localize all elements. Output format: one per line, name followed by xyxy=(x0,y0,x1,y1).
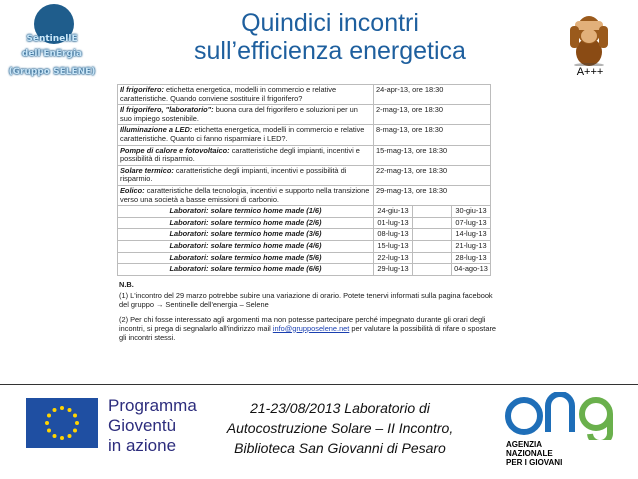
schedule-topic-text: caratteristiche della tecnologia, incentivi e supporto nella transizione verso una società a basse emissioni di carbonio. xyxy=(120,185,370,204)
eu-star-icon xyxy=(53,434,57,438)
lab-row xyxy=(118,229,491,241)
schedule-topic-cell xyxy=(118,85,374,105)
eu-star-icon xyxy=(60,406,64,410)
ang-logo-icon xyxy=(498,392,616,440)
note-2-text-b: per valutare la possibilità di rifare o spostare gli incontri stessi. xyxy=(119,323,497,342)
page-title-line1: Quindici incontri xyxy=(241,9,419,37)
notes-title: N.B. xyxy=(119,279,134,289)
monkey-covering-eyes-icon xyxy=(566,8,612,66)
logo-line3: (Gruppo SELENE) xyxy=(8,67,96,77)
event-info-line1: 21-23/08/2013 Laboratorio di xyxy=(250,400,430,416)
eu-star-icon xyxy=(75,421,79,425)
lab-label-cell: Laboratori: solare termico home made (3/6) xyxy=(118,229,374,241)
program-line2: Gioventù xyxy=(108,416,177,435)
ang-name xyxy=(498,440,616,467)
schedule-date-cell: 24-apr-13, ore 18:30 xyxy=(374,85,491,105)
schedule-topic-title: Il frigorifero, "laboratorio": xyxy=(120,105,214,115)
schedule-row xyxy=(118,185,491,205)
lab-start-date: 22-lug-13 xyxy=(374,252,413,264)
lab-mid-date xyxy=(413,240,452,252)
ang-line1: AGENZIA xyxy=(506,440,542,449)
schedule-topic-title: Il frigorifero: xyxy=(120,85,164,94)
schedule-topic-cell xyxy=(118,185,374,205)
schedule-topic-title: Eolico: xyxy=(120,185,145,195)
schedule-topic-text: etichetta energetica, modelli in commercio e relative caratteristiche. Quanto ci fanno risparmiare i LED?. xyxy=(120,125,365,143)
schedule-date-cell: 15-mag-13, ore 18:30 xyxy=(374,145,491,165)
lab-row xyxy=(118,252,491,264)
page-title-line2: sull’efficienza energetica xyxy=(194,37,466,65)
eu-star-icon xyxy=(68,408,72,412)
schedule-topic-cell xyxy=(118,165,374,185)
contact-email-link[interactable]: info@grupposelene.net xyxy=(272,323,350,333)
event-info-line2: Autocostruzione Solare – II Incontro, xyxy=(226,420,454,436)
lab-row xyxy=(118,240,491,252)
lab-mid-date xyxy=(413,264,452,276)
lab-end-date: 14-lug-13 xyxy=(452,229,491,241)
schedule-topic-cell xyxy=(118,145,374,165)
lab-mid-date xyxy=(413,217,452,229)
logo-line1: SentinellE xyxy=(26,34,78,44)
lab-mid-date xyxy=(413,206,452,218)
schedule-row xyxy=(118,105,491,125)
schedule-row xyxy=(118,85,491,105)
program-line3: in azione xyxy=(108,436,177,455)
program-line1: Programma xyxy=(108,396,197,415)
schedule-topic-title: Solare termico: xyxy=(120,165,174,175)
schedule-topic-text: buona cura del frigorifero e soluzioni per un suo impiego sostenibile. xyxy=(120,105,358,123)
lab-end-date: 30-giu-13 xyxy=(452,206,491,218)
schedule-date-cell: 2-mag-13, ore 18:30 xyxy=(374,105,491,125)
schedule-topic-text: caratteristiche degli impianti, incentivi e possibilità di risparmio. xyxy=(120,145,360,164)
note-1: (1) L'incontro del 29 marzo potrebbe subire una variazione di orario. Potete tenervi informati sulla pagina facebook del gruppo → Sentinelle dell'energia – Selene xyxy=(119,290,493,309)
lab-mid-date xyxy=(413,229,452,241)
schedule-row xyxy=(118,165,491,185)
eu-star-icon xyxy=(68,434,72,438)
eu-star-icon xyxy=(60,436,64,440)
lab-start-date: 24-giu-13 xyxy=(374,206,413,218)
notes-block xyxy=(117,280,497,342)
lab-label-cell: Laboratori: solare termico home made (5/6) xyxy=(118,252,374,264)
schedule-topic-cell xyxy=(118,105,374,125)
lab-end-date: 28-lug-13 xyxy=(452,252,491,264)
lab-label-cell: Laboratori: solare termico home made (1/6) xyxy=(118,206,374,218)
schedule-topic-text: caratteristiche degli impianti, incentivi e possibilità di risparmio. xyxy=(120,165,347,184)
lab-label-cell: Laboratori: solare termico home made (4/6) xyxy=(118,240,374,252)
lab-label-cell: Laboratori: solare termico home made (6/6) xyxy=(118,264,374,276)
lab-mid-date xyxy=(413,252,452,264)
lab-end-date: 04-ago-13 xyxy=(452,264,491,276)
lab-row xyxy=(118,206,491,218)
eu-star-icon xyxy=(53,408,57,412)
lab-start-date: 08-lug-13 xyxy=(374,229,413,241)
ang-line3: PER I GIOVANI xyxy=(506,458,563,467)
lab-row xyxy=(118,264,491,276)
energy-rating-label: A+++ xyxy=(576,66,604,78)
lab-end-date: 21-lug-13 xyxy=(452,240,491,252)
note-2 xyxy=(119,315,497,342)
schedule-date-cell: 8-mag-13, ore 18:30 xyxy=(374,125,491,145)
schedule-table xyxy=(117,84,491,276)
lab-start-date: 15-lug-13 xyxy=(374,240,413,252)
eu-star-icon xyxy=(47,429,51,433)
logo-line2: dell'EnErgia xyxy=(21,49,83,59)
schedule-row xyxy=(118,145,491,165)
eu-star-icon xyxy=(73,429,77,433)
schedule-date-cell: 22-mag-13, ore 18:30 xyxy=(374,165,491,185)
schedule-topic-title: Pompe di calore e fotovoltaico: xyxy=(120,145,230,155)
lab-end-date: 07-lug-13 xyxy=(452,217,491,229)
eu-star-icon xyxy=(45,421,49,425)
ang-logo xyxy=(498,392,616,476)
ang-line2: NAZIONALE xyxy=(506,449,553,458)
eu-flag-icon xyxy=(26,398,98,448)
event-info-line3: Biblioteca San Giovanni di Pesaro xyxy=(234,440,446,456)
lab-label-cell: Laboratori: solare termico home made (2/6) xyxy=(118,217,374,229)
sentinelle-logo xyxy=(4,4,100,82)
eu-star-icon xyxy=(47,414,51,418)
eu-star-icon xyxy=(73,414,77,418)
lab-start-date: 29-lug-13 xyxy=(374,264,413,276)
lab-start-date: 01-lug-13 xyxy=(374,217,413,229)
schedule-date-cell: 29-mag-13, ore 18:30 xyxy=(374,185,491,205)
schedule-topic-text: etichetta energetica, modelli in commercio e relative caratteristiche. Quando conviene sostituire il frigorifero? xyxy=(120,85,337,103)
note-2-text-a: (2) Per chi fosse interessato agli argomenti ma non potesse partecipare perché impegnato durante gli orari degli incontri, si prega di segnalarlo all'indirizzo mail xyxy=(119,314,486,333)
schedule-topic-cell xyxy=(118,125,374,145)
schedule-topic-title: Illuminazione a LED: xyxy=(120,125,193,135)
schedule-document xyxy=(117,84,497,374)
lab-row xyxy=(118,217,491,229)
schedule-row xyxy=(118,125,491,145)
